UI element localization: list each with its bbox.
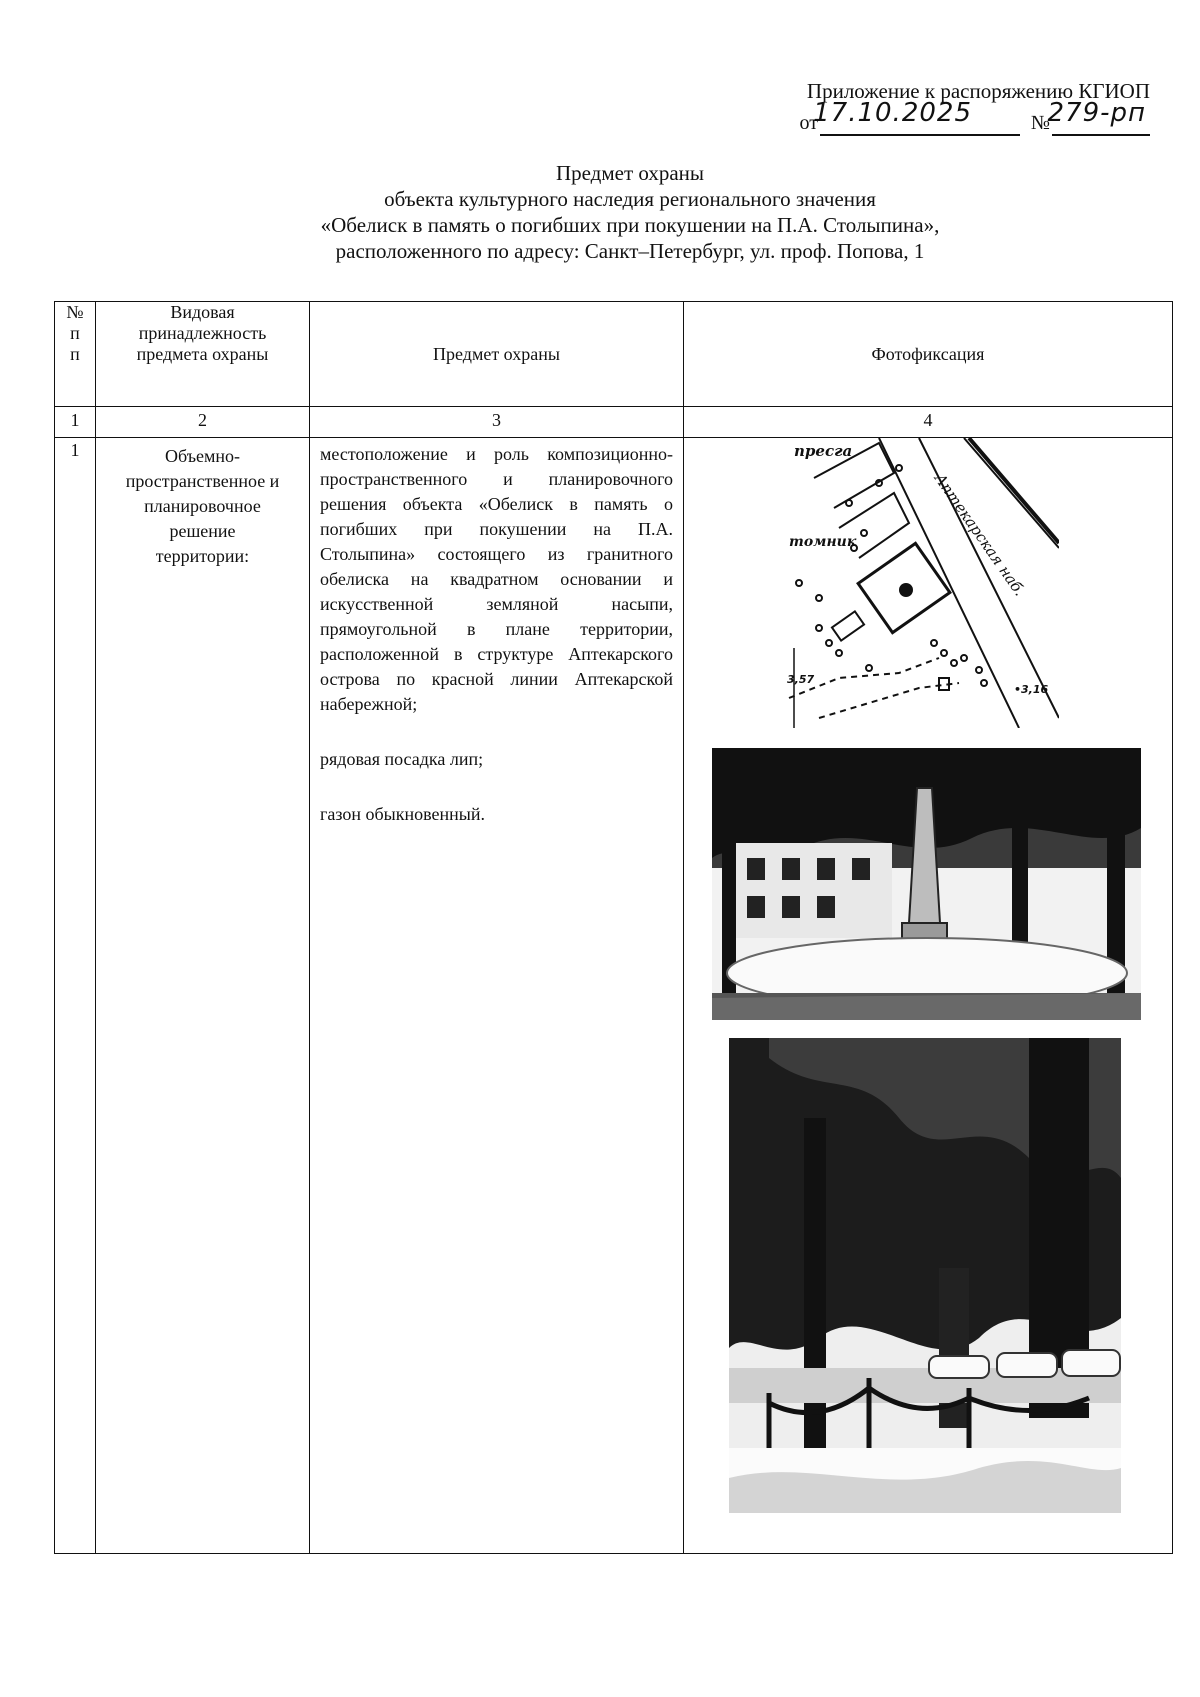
handwritten-date: 17.10.2025 — [813, 98, 972, 128]
map-label-elevation-right: •3,16 — [1014, 683, 1049, 696]
handwritten-number: 279-рп — [1047, 98, 1146, 128]
header-number: № п п — [55, 302, 96, 407]
number-underline — [1052, 134, 1150, 136]
column-number: 2 — [96, 407, 310, 438]
map-label-top: пресга — [794, 442, 853, 460]
row-subject-cell — [310, 438, 684, 1554]
map-label-left: томник — [789, 534, 857, 550]
date-underline — [820, 134, 1020, 136]
document-title — [180, 160, 1080, 264]
row-type-cell: Объемно- пространственное и планировочное решение территории: — [96, 438, 310, 1554]
protection-table — [54, 301, 1173, 1554]
header-type: Видовая принадлежность предмета охраны — [96, 302, 310, 407]
column-number: 3 — [310, 407, 684, 438]
appendix-header — [690, 78, 1150, 136]
site-map-image — [779, 438, 1059, 728]
title-line-4: расположенного по адресу: Санкт–Петербург, ул. проф. Попова, 1 — [335, 239, 925, 263]
header-subject: Предмет охраны — [310, 302, 684, 407]
row-number: 1 — [55, 438, 96, 1554]
title-line-1: Предмет охраны — [555, 161, 705, 185]
subject-item-lawn: газон обыкновенный. — [320, 804, 486, 824]
map-label-street: Аптекарская наб. — [930, 469, 1029, 600]
subject-item-location: местоположение и роль композиционно-пространственного и планировочного решения объекта «Обелиск в память о погибших при покушении на П.А. Столыпина» состоящего из гранитного обелиска на квадратном основании и искусственной земляной насыпи, прямоугольной в плане территории, расположенной в структуре Аптекарского острова по красной линии Аптекарской набережной; — [320, 444, 673, 714]
table-header-row — [55, 302, 1173, 407]
number-prefix: № — [1030, 112, 1050, 134]
subject-item-linden: рядовая посадка лип; — [320, 749, 484, 769]
date-prefix: от — [799, 112, 818, 134]
appendix-date-number — [690, 98, 1150, 136]
column-number: 4 — [684, 407, 1173, 438]
header-photo: Фотофиксация — [684, 302, 1173, 407]
table-row — [55, 438, 1173, 1554]
title-line-3: «Обелиск в память о погибших при покушении на П.А. Столыпина», — [320, 213, 940, 237]
row-photo-cell — [684, 438, 1173, 1554]
column-number-row — [55, 407, 1173, 438]
monument-marker-icon — [899, 583, 913, 597]
obelisk-photo-image — [712, 748, 1141, 1020]
map-label-elevation-left: 3,57 — [787, 673, 815, 686]
column-number: 1 — [55, 407, 96, 438]
linden-trees-photo-image — [729, 1038, 1121, 1513]
appendix-title: Приложение к распоряжению КГИОП — [806, 79, 1150, 103]
title-line-2: объекта культурного наследия регионального значения — [384, 187, 876, 211]
